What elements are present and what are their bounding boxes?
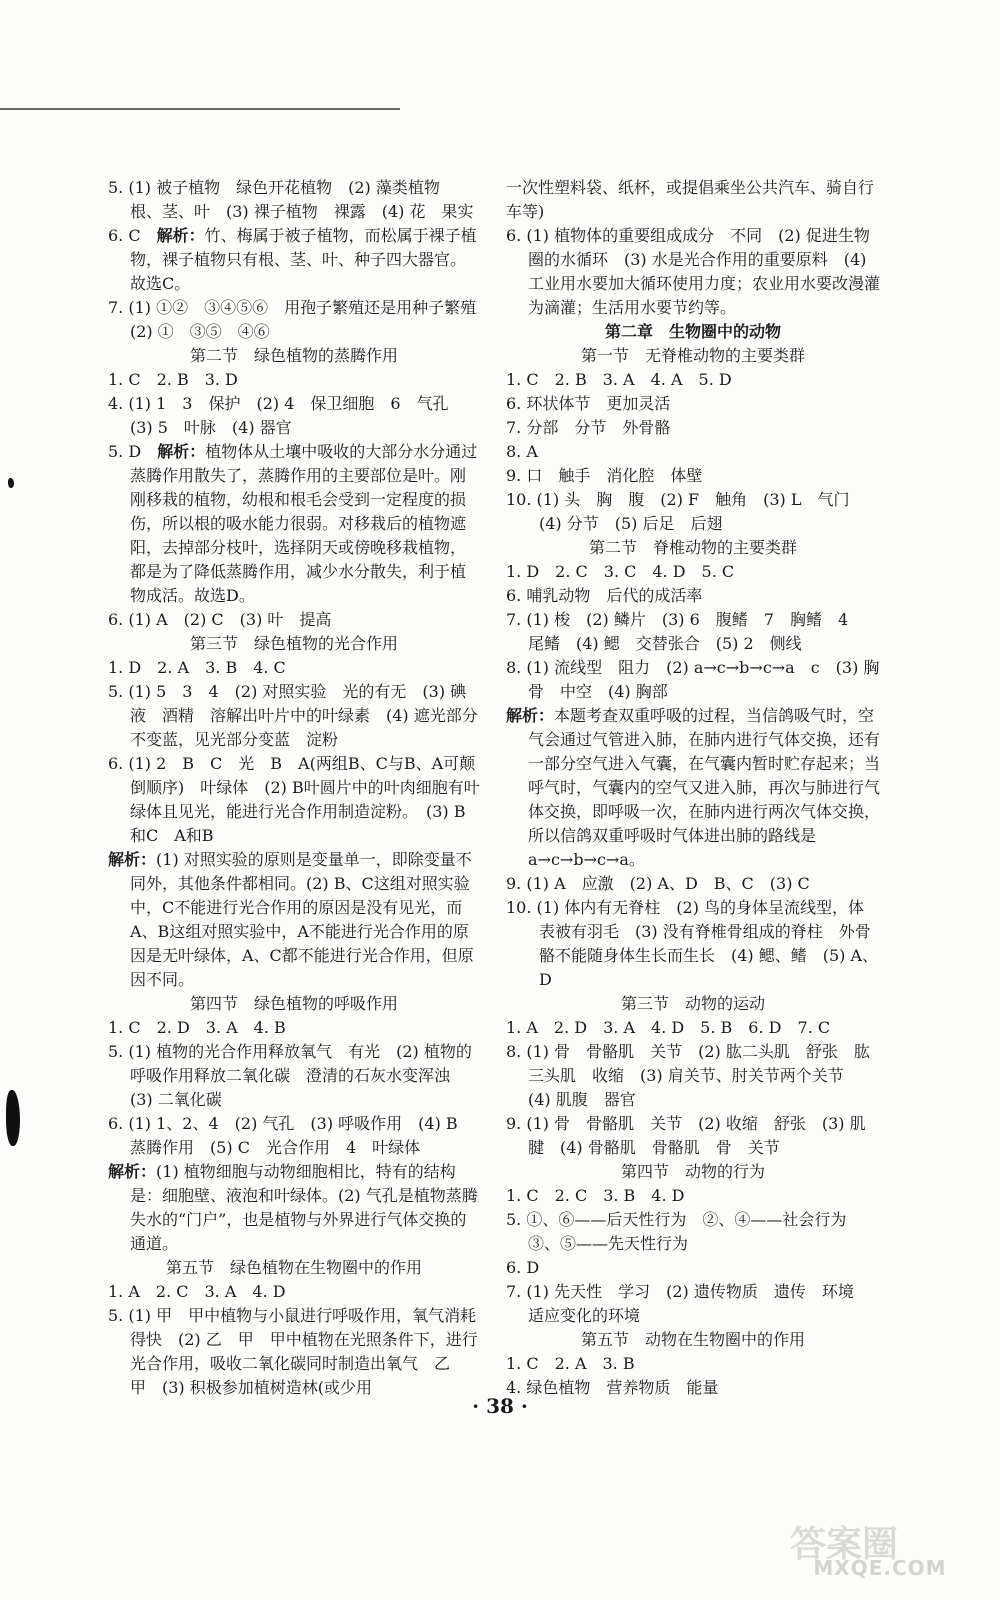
- left-column: [108, 176, 493, 1400]
- analysis-text: 本题考查双重呼吸的过程，当信鸽吸气时，空气会通过气管进入肺，在肺内进行气体交换，还有一部分空气进入气囊，在气囊内暂时贮存起来；当呼气时，气囊内的空气又进入肺，再次与肺进行气体交换，即呼吸一次，在肺内进行两次气体交换，所以信鸽双重呼吸时气体进出肺的路线是a→c→b→c→a。: [528, 706, 881, 869]
- answer-item: 10. (1) 体内有无脊柱 (2) 鸟的身体呈流线型，体表被有羽毛 (3) 没有脊椎骨组成的脊柱 外骨骼不能随身体生长而生长 (4) 鳃、鳍 (5) A、D: [506, 898, 879, 989]
- answer-item: 7. 分部 分节 外骨骼: [506, 418, 671, 437]
- ink-blot: [8, 478, 14, 488]
- answer-item: 9. (1) 骨 骨骼肌 关节 (2) 收缩 舒张 (3) 肌腱 (4) 骨骼肌 骨骼肌 骨 关节: [506, 1114, 866, 1157]
- answer-item: 6. (1) A (2) C (3) 叶 提高: [108, 610, 332, 629]
- analysis-label: 解析：: [157, 442, 206, 461]
- answer-item: 5. ①、⑥——后天性行为 ②、④——社会行为 ③、⑤——先天性行为: [506, 1210, 863, 1253]
- answer-item: 6. D: [506, 1258, 540, 1277]
- answer-text: 5. D: [108, 442, 158, 461]
- answer-item: 6. (1) 植物体的重要组成成分 不同 (2) 促进生物圈的水循环 (3) 水是光合作用的重要原料 (4) 工业用水要加大循环使用力度；农业用水要改漫灌为滴灌；生活用水要节约等。: [506, 226, 881, 317]
- answer-item: 4. 绿色植物 营养物质 能量: [506, 1378, 719, 1397]
- page-number: · 38 ·: [472, 1394, 528, 1418]
- answer-item: 5. (1) 被子植物 绿色开花植物 (2) 藻类植物 根、茎、叶 (3) 裸子植物 裸露 (4) 花 果实: [108, 178, 474, 221]
- answer-item: 5. (1) 植物的光合作用释放氧气 有光 (2) 植物的呼吸作用释放二氧化碳 澄清的石灰水变浑浊 (3) 二氧化碳: [108, 1042, 472, 1109]
- answer-item: 8. (1) 骨 骨骼肌 关节 (2) 肱二头肌 舒张 肱三头肌 收缩 (3) 肩关节、肘关节两个关节 (4) 肌腹 器官: [506, 1042, 870, 1109]
- section-heading: 第一节 无脊椎动物的主要类群: [580, 346, 805, 365]
- answer-item: 7. (1) 梭 (2) 鳞片 (3) 6 腹鳍 7 胸鳍 4 尾鳍 (4) 鳃 交替张合 (5) 2 侧线: [506, 610, 865, 653]
- chapter-heading: 第二章 生物圈中的动物: [604, 322, 781, 341]
- analysis-text: 植物体从土壤中吸收的大部分水分通过蒸腾作用散失了，蒸腾作用的主要部位是叶。刚刚移栽的植物，幼根和根毛会受到一定程度的损伤，所以根的吸水能力很弱。对移栽后的植物遮阳，去掉部分枝叶，选择阴天或傍晚移栽植物，都是为了降低蒸腾作用，减少水分散失，利于植物成活。故选D。: [130, 442, 478, 605]
- answer-item: 7. (1) 先天性 学习 (2) 遗传物质 遗传 环境 适应变化的环境: [506, 1282, 870, 1325]
- section-heading: 第四节 动物的行为: [620, 1162, 765, 1181]
- section-heading: 第五节 动物在生物圈中的作用: [580, 1330, 805, 1349]
- answer-item: 10. (1) 头 胸 腹 (2) F 触角 (3) L 气门 (4) 分节 (5) 后足 后翅: [506, 490, 866, 533]
- right-column: [506, 176, 880, 1400]
- watermark-site: MXQE.COM: [813, 1556, 947, 1580]
- top-rule: [0, 108, 400, 110]
- analysis-text: (1) 对照实验的原则是变量单一，即除变量不同外，其他条件都相同。(2) B、C这组对照实验中，C不能进行光合作用的原因是没有见光，而A、B这组对照实验中，A不能进行光合作用的原因是无叶绿体，A、C都不能进行光合作用，但原因不同。: [130, 850, 474, 989]
- answer-item: 1. C 2. C 3. B 4. D: [506, 1186, 685, 1205]
- answer-item: 6. 环状体节 更加灵活: [506, 394, 671, 413]
- answer-item: 6. (1) 1、2、4 (2) 气孔 (3) 呼吸作用 (4) B 蒸腾作用 (5) C 光合作用 4 叶绿体: [108, 1114, 474, 1157]
- answer-item: 6. (1) 2 B C 光 B A(两组B、C与B、A可颠倒顺序) 叶绿体 (2) B叶圆片中的叶肉细胞有叶绿体且见光，能进行光合作用制造淀粉。 (3) B和C A和B: [108, 754, 480, 845]
- answer-item: 一次性塑料袋、纸杯，或提倡乘坐公共汽车、骑自行车等): [506, 178, 875, 221]
- answer-item: [108, 1160, 480, 1256]
- answer-item: 1. C 2. D 3. A 4. B: [108, 1018, 286, 1037]
- answer-item: 1. A 2. D 3. A 4. D 5. B 6. D 7. C: [506, 1018, 831, 1037]
- section-heading: 第二节 绿色植物的蒸腾作用: [189, 346, 398, 365]
- answer-item: 1. C 2. B 3. A 4. A 5. D: [506, 370, 732, 389]
- answer-item: 8. (1) 流线型 阻力 (2) a→c→b→c→a c (3) 胸骨 中空 (4) 胸部: [506, 658, 880, 701]
- answer-item: 1. C 2. A 3. B: [506, 1354, 635, 1373]
- analysis-label: 解析：: [108, 1162, 157, 1181]
- answer-item: 7. (1) ①② ③④⑤⑥ 用孢子繁殖还是用种子繁殖 (2) ① ③⑤ ④⑥: [108, 298, 493, 341]
- answer-item: 1. C 2. B 3. D: [108, 370, 238, 389]
- section-heading: 第四节 绿色植物的呼吸作用: [189, 994, 398, 1013]
- analysis-label: 解析：: [506, 706, 555, 725]
- answer-item: [506, 704, 880, 872]
- answer-text: 6. C: [108, 226, 157, 245]
- section-heading: 第二节 脊椎动物的主要类群: [588, 538, 797, 557]
- analysis-label: 解析：: [108, 850, 157, 869]
- ink-blot: [6, 1090, 20, 1146]
- answer-item: 6. 哺乳动物 后代的成活率: [506, 586, 703, 605]
- analysis-text: (1) 植物细胞与动物细胞相比，特有的结构是：细胞壁、液泡和叶绿体。(2) 气孔是植物蒸腾失水的“门户”，也是植物与外界进行气体交换的通道。: [130, 1162, 478, 1253]
- answer-item: 1. A 2. C 3. A 4. D: [108, 1282, 286, 1301]
- analysis-text: 竹、梅属于被子植物，而松属于裸子植物，裸子植物只有根、茎、叶、种子四大器官。故选C。: [130, 226, 477, 293]
- answer-item: [108, 848, 480, 992]
- answer-item: 9. (1) A 应激 (2) A、D B、C (3) C: [506, 874, 810, 893]
- answer-item: 1. D 2. C 3. C 4. D 5. C: [506, 562, 735, 581]
- answer-item: 5. (1) 5 3 4 (2) 对照实验 光的有无 (3) 碘液 酒精 溶解出叶片中的叶绿素 (4) 遮光部分不变蓝，见光部分变蓝 淀粉: [108, 682, 478, 749]
- answer-item: [108, 224, 480, 296]
- answer-item: 8. A: [506, 442, 538, 461]
- answer-item: 1. D 2. A 3. B 4. C: [108, 658, 286, 677]
- watermark-logo: 答案圈: [790, 1524, 899, 1565]
- analysis-label: 解析：: [156, 226, 205, 245]
- answer-item: 5. (1) 甲 甲中植物与小鼠进行呼吸作用，氧气消耗得快 (2) 乙 甲 甲中植物在光照条件下，进行光合作用，吸收二氧化碳同时制造出氧气 乙 甲 (3) 积极参加植树造林(或少用: [108, 1306, 478, 1397]
- section-heading: 第三节 动物的运动: [620, 994, 765, 1013]
- answer-item: [108, 440, 480, 608]
- watermark: [780, 1516, 980, 1586]
- section-heading: 第三节 绿色植物的光合作用: [189, 634, 398, 653]
- answer-item: 9. 口 触手 消化腔 体壁: [506, 466, 703, 485]
- section-heading: 第五节 绿色植物在生物圈中的作用: [165, 1258, 422, 1277]
- answer-item: 4. (1) 1 3 保护 (2) 4 保卫细胞 6 气孔 (3) 5 叶脉 (4) 器官: [108, 394, 465, 437]
